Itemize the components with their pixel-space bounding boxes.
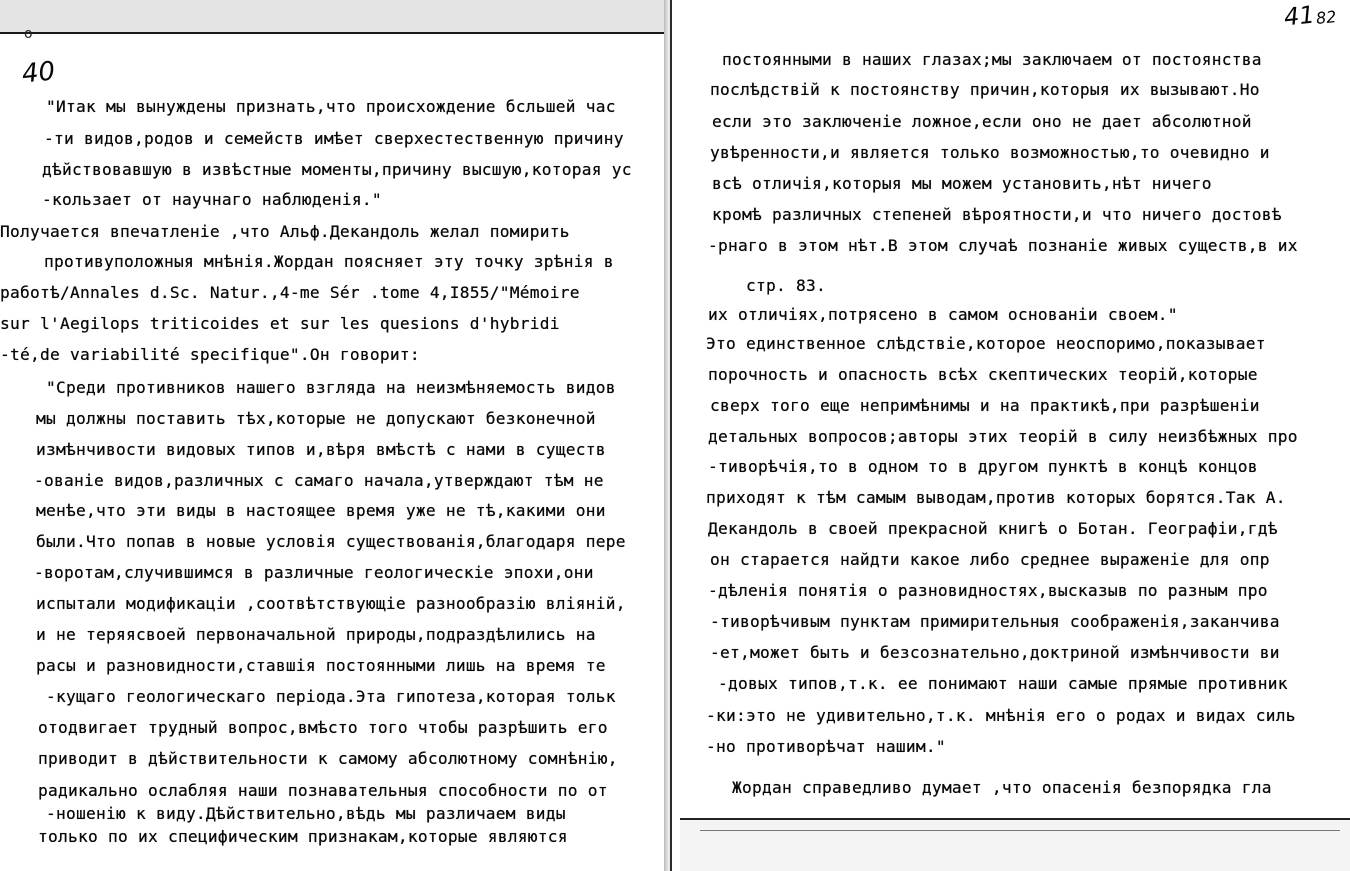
text-line: стр. 83.: [746, 276, 826, 295]
text-line: мы должны поставить тѣх,которые не допускают безконечной: [36, 409, 596, 428]
text-line: -рнаго в этом нѣт.В этом случаѣ познаніе живых существ,в их: [708, 236, 1298, 255]
text-line: и не теряясвоей первоначальной природы,подраздѣлились на: [36, 625, 596, 644]
text-line: -ношенію к виду.Дѣйствительно,вѣдь мы различаем виды: [46, 804, 566, 823]
text-line: -тиворѣчія,то в одном то в другом пунктѣ в концѣ концов: [708, 457, 1258, 476]
text-line: отодвигает трудный вопрос,вмѣсто того чтобы разрѣшить его: [38, 718, 608, 737]
text-line: -ет,может быть и безсознательно,доктриной измѣнчивости ви: [710, 643, 1280, 662]
text-line: "Среди противников нашего взгляда на неизмѣняемость видов: [46, 378, 616, 397]
text-line: Жордан справедливо думает ,что опасенія безпорядка гла: [732, 778, 1272, 797]
left-corner-mark: о: [24, 26, 33, 42]
text-line: противуположныя мнѣнія.Жордан поясняет эту точку зрѣнія в: [44, 252, 614, 271]
text-line: всѣ отличія,которыя мы можем установить,нѣт ничего: [712, 174, 1212, 193]
text-line: sur l'Aegilops triticoides et sur les quesions d'hybridi: [0, 314, 560, 333]
text-line: -кользает от научнаго наблюденія.": [42, 190, 382, 209]
text-line: Декандоль в своей прекрасной книгѣ о Ботан. Географіи,гдѣ: [708, 519, 1278, 538]
text-line: он старается найдти какое либо среднее выраженіе для опр: [710, 550, 1270, 569]
text-line: менѣе,что эти виды в настоящее время уже не тѣ,какими они: [36, 501, 606, 520]
text-line: -кущаго геологическаго періода.Эта гипотеза,которая тольк: [46, 687, 616, 706]
text-line: -ки:это не удивительно,т.к. мнѣнія его о родах и видах силь: [706, 706, 1296, 725]
left-page-number: 40: [20, 56, 57, 90]
underlying-sheet-edge: [680, 818, 1350, 871]
text-line: только по их специфическим признакам,которые являются: [38, 827, 568, 846]
text-line: радикально ослабляя наши познавательныя способности по от: [38, 781, 608, 800]
text-line: испытали модификаціи ,соотвѣтствующіе разнообразію вліяній,: [36, 594, 626, 613]
text-line: -тиворѣчивым пунктам примирительныя соображенія,заканчива: [710, 612, 1280, 631]
left-page: [0, 32, 668, 871]
text-line: приводит в дѣйствительности к самому абсолютному сомнѣнію,: [38, 749, 618, 768]
text-line: увѣренности,и является только возможностью,то очевидно и: [710, 143, 1270, 162]
text-line: кромѣ различных степеней вѣроятности,и что ничего достовѣ: [712, 205, 1282, 224]
right-page-number: 41: [1282, 0, 1316, 32]
text-line: детальных вопросов;авторы этих теорій в силу неизбѣжных про: [708, 427, 1298, 446]
text-line: дѣйствовавшую в извѣстные моменты,причину высшую,которая ус: [42, 160, 632, 179]
text-line: их отличіях,потрясено в самом основаніи своем.": [708, 305, 1178, 324]
text-line: постоянными в наших глазах;мы заключаем от постоянства: [722, 50, 1262, 69]
text-line: -дѣленія понятія о разновидностях,высказыв по разным про: [708, 581, 1268, 600]
sheet-edge-line: [700, 830, 1340, 831]
text-line: расы и разновидности,ставшія постоянными лишь на время те: [36, 656, 606, 675]
text-line: были.Что попав в новые условія существованія,благодаря пере: [36, 532, 626, 551]
right-page-corner-number: 82: [1315, 6, 1338, 29]
left-page-edge: [0, 32, 660, 37]
text-line: работѣ/Annales d.Sc. Natur.,4-me Sér .tome 4,I855/"Mémoire: [0, 283, 580, 302]
text-line: -ованіе видов,различных с самаго начала,утверждают тѣм не: [34, 471, 604, 490]
text-line: сверх того еще непримѣнимы и на практикѣ,при разрѣшеніи: [710, 396, 1260, 415]
text-line: если это заключеніе ложное,если оно не дает абсолютной: [712, 112, 1252, 131]
text-line: -té,de variabilité specifique".Он говорит:: [0, 345, 420, 364]
text-line: -ти видов,родов и семейств имѣет сверхестественную причину: [44, 129, 624, 148]
text-line: -но противорѣчат нашим.": [706, 737, 946, 756]
text-line: Это единственное слѣдствіе,которое неоспоримо,показывает: [706, 334, 1266, 353]
text-line: "Итак мы вынуждены признать,что происхождение бсльшей час: [46, 97, 616, 116]
text-line: измѣнчивости видовых типов и,вѣря вмѣстѣ с нами в существ: [36, 440, 606, 459]
text-line: Получается впечатленіе ,что Альф.Декандоль желал помирить: [0, 222, 570, 241]
text-line: -довых типов,т.к. ее понимают наши самые прямые противник: [718, 674, 1288, 693]
right-page: [670, 0, 1350, 871]
text-line: порочность и опасность всѣх скептических теорій,которые: [708, 365, 1258, 384]
text-line: -воротам,случившимся в различные геологическіе эпохи,они: [34, 563, 594, 582]
text-line: послѣдствій к постоянству причин,которыя их вызывают.Но: [710, 80, 1260, 99]
text-line: приходят к тѣм самым выводам,против которых борятся.Так А.: [706, 488, 1286, 507]
